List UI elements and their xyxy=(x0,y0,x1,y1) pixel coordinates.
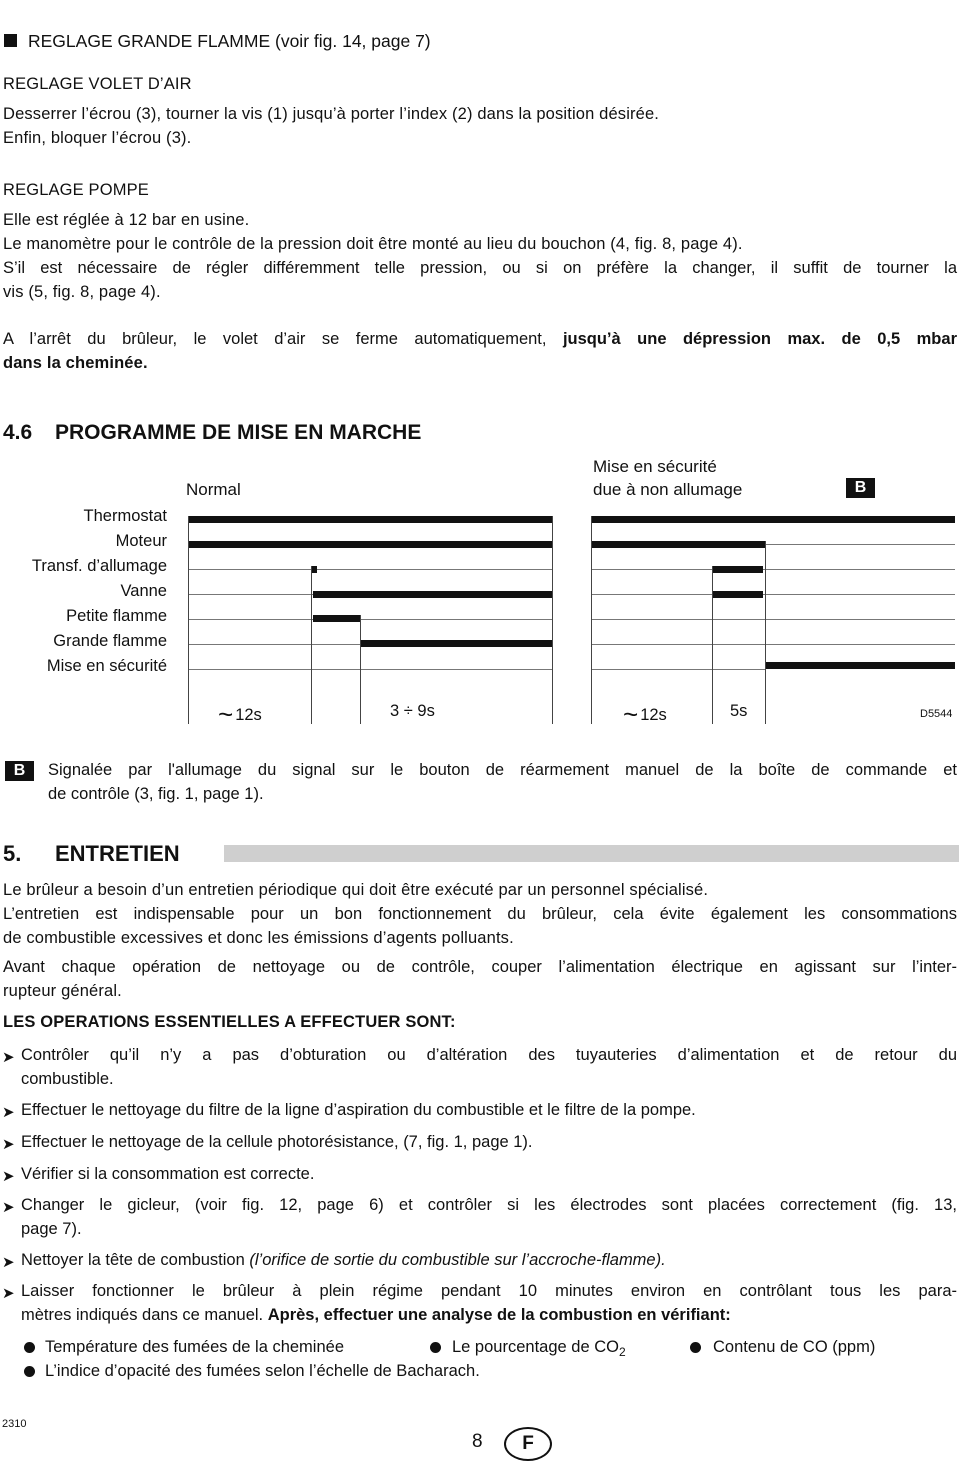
air-damper-text-line1: Desserrer l’écrou (3), tourner la vis (1) jusqu’à porter l’index (2) dans la position désirée. xyxy=(3,105,660,123)
operation-item-1-line2: combustible. xyxy=(21,1070,114,1088)
co2-text: Le pourcentage de CO xyxy=(452,1338,619,1356)
section-5-heading xyxy=(3,841,180,867)
duration-prepurge-fault xyxy=(623,699,667,730)
burner-stop-text-line2: dans la cheminée. xyxy=(3,354,148,372)
valve-baseline-fault xyxy=(591,594,955,595)
duration-safety-time: 5s xyxy=(730,702,748,720)
row-label-low-flame: Petite flamme xyxy=(66,607,167,625)
section-title-grande-flamme: REGLAGE GRANDE FLAMME (voir fig. 14, page 7) xyxy=(28,31,431,51)
arrow-bullet-icon: ➤ xyxy=(2,1285,15,1302)
pump-text-line3: S’il est nécessaire de régler différemment telle pression, ou si on préfère la changer, il suffit de tourner la xyxy=(3,259,957,277)
motor-bar-fault xyxy=(591,541,765,548)
dot-bullet-icon xyxy=(24,1342,35,1353)
duration-value: 12s xyxy=(235,706,262,724)
column-fault-label-line2: due à non allumage xyxy=(593,480,743,499)
high-flame-baseline-fault xyxy=(591,644,955,645)
time-marker-line xyxy=(765,541,766,724)
ignition-bar-fault xyxy=(712,566,763,573)
time-marker-line xyxy=(712,566,713,724)
time-marker-line xyxy=(591,516,592,724)
section-4-6-heading xyxy=(3,421,421,445)
pump-heading: REGLAGE POMPE xyxy=(3,181,149,199)
note-badge-b: B xyxy=(5,761,34,781)
column-fault-label-line1: Mise en sécurité xyxy=(593,457,717,476)
ignition-baseline-normal xyxy=(188,569,552,570)
maintenance-p2-line1: L’entretien est indispensable pour un bon fonctionnement du brûleur, cela évite également les consommations xyxy=(3,905,957,923)
operation-item-5-line1: Changer le gicleur, (voir fig. 12, page 6) et contrôler si les électrodes sont placées correctement (fig. 13, xyxy=(21,1196,957,1214)
time-marker-line xyxy=(552,516,553,724)
dot-bullet-icon xyxy=(690,1342,701,1353)
lockout-baseline-normal xyxy=(188,669,552,670)
time-marker-line xyxy=(360,615,361,724)
operation-item-2: Effectuer le nettoyage du filtre de la ligne d’aspiration du combustible et le filtre de la pompe. xyxy=(21,1101,696,1119)
section-title: PROGRAMME DE MISE EN MARCHE xyxy=(55,421,422,444)
pump-text-line2: Le manomètre pour le contrôle de la pression doit être monté au lieu du bouchon (4, fig. 8, page 4). xyxy=(3,235,743,253)
air-damper-heading: REGLAGE VOLET D’AIR xyxy=(3,75,192,93)
check-item-flue-temperature: Température des fumées de la cheminée xyxy=(45,1338,344,1356)
time-marker-line xyxy=(311,566,312,724)
air-damper-text-line2: Enfin, bloquer l’écrou (3). xyxy=(3,129,192,147)
maintenance-p3-line1: Avant chaque opération de nettoyage ou de contrôle, couper l’alimentation électrique en agissant sur l’inter- xyxy=(3,958,957,976)
thermostat-bar-normal xyxy=(188,516,552,523)
high-flame-bar-normal xyxy=(360,640,552,647)
operations-heading: LES OPERATIONS ESSENTIELLES A EFFECTUER SONT: xyxy=(3,1013,456,1031)
duration-ignition-delay: 3 ÷ 9s xyxy=(390,702,435,720)
approx-tilde: ~ xyxy=(218,699,234,729)
lockout-bar-fault xyxy=(765,662,955,669)
row-label-motor: Moteur xyxy=(115,532,167,550)
ignition-baseline-fault xyxy=(591,569,955,570)
section-number: 4.6 xyxy=(3,421,33,444)
operation-item-1-line1: Contrôler qu’il n’y a pas d’obturation ou d’altération des tuyauteries d’alimentation et de retour du xyxy=(21,1046,957,1064)
valve-bar-fault xyxy=(712,591,763,598)
badge-b: B xyxy=(846,478,875,498)
column-normal-label: Normal xyxy=(186,480,241,499)
section-number: 5. xyxy=(3,841,22,866)
motor-bar-normal xyxy=(188,541,552,548)
document-code: 2310 xyxy=(2,1418,27,1430)
burner-stop-bold: jusqu’à une dépression max. de 0,5 mbar xyxy=(562,330,957,348)
low-flame-bar-normal xyxy=(313,615,360,622)
section-title: ENTRETIEN xyxy=(55,841,180,866)
co2-subscript: 2 xyxy=(618,1345,626,1359)
section-bullet-square xyxy=(4,34,17,47)
duration-prepurge-normal xyxy=(218,699,262,730)
row-label-ignition-transformer: Transf. d’allumage xyxy=(31,557,167,575)
maintenance-p2-line2: de combustible excessives et donc les émissions d’agents polluants. xyxy=(3,929,514,947)
section-heading-rule xyxy=(224,845,959,862)
operation-item-4: Vérifier si la consommation est correcte. xyxy=(21,1165,315,1183)
check-item-co2 xyxy=(452,1338,626,1359)
maintenance-p3-line2: rupteur général. xyxy=(3,982,122,1000)
note-b-text-line1: Signalée par l'allumage du signal sur le bouton de réarmement manuel de la boîte de commande et xyxy=(48,761,957,779)
item-6-text: Nettoyer la tête de combustion xyxy=(21,1251,250,1269)
low-flame-baseline-normal xyxy=(188,619,552,620)
row-label-lockout: Mise en sécurité xyxy=(46,657,167,675)
burner-stop-text: A l’arrêt du brûleur, le volet d’air se ferme automatiquement, xyxy=(3,330,563,348)
dot-bullet-icon xyxy=(24,1366,35,1377)
item-7-bold: Après, effectuer une analyse de la combustion en vérifiant: xyxy=(267,1306,731,1324)
arrow-bullet-icon: ➤ xyxy=(2,1168,15,1185)
operation-item-6 xyxy=(21,1251,666,1270)
arrow-bullet-icon: ➤ xyxy=(2,1136,15,1153)
arrow-bullet-icon: ➤ xyxy=(2,1104,15,1121)
maintenance-p1: Le brûleur a besoin d’un entretien périodique qui doit être exécuté par un personnel spécialisé. xyxy=(3,881,709,899)
pump-text-line4: vis (5, fig. 8, page 4). xyxy=(3,283,161,301)
burner-stop-text-line1 xyxy=(3,330,957,349)
dot-bullet-icon xyxy=(430,1342,441,1353)
duration-value: 12s xyxy=(640,706,667,724)
valve-bar-normal xyxy=(313,591,552,598)
time-marker-line xyxy=(188,516,189,724)
row-label-high-flame: Grande flamme xyxy=(53,632,167,650)
item-6-italic: (l’orifice de sortie du combustible sur l’accroche-flamme). xyxy=(249,1251,666,1269)
item-7-text: mètres indiqués dans ce manuel. xyxy=(21,1306,268,1324)
operation-item-7-line2 xyxy=(21,1306,731,1325)
pump-text-line1: Elle est réglée à 12 bar en usine. xyxy=(3,211,250,229)
operation-item-3: Effectuer le nettoyage de la cellule photorésistance, (7, fig. 1, page 1). xyxy=(21,1133,533,1151)
row-label-thermostat: Thermostat xyxy=(83,507,167,525)
diagram-code: D5544 xyxy=(920,708,953,720)
row-label-valve: Vanne xyxy=(120,582,167,600)
thermostat-bar-fault xyxy=(591,516,955,523)
lockout-baseline-fault xyxy=(591,669,765,670)
approx-tilde: ~ xyxy=(623,699,639,729)
page-number: 8 xyxy=(472,1431,483,1452)
note-b-text-line2: de contrôle (3, fig. 1, page 1). xyxy=(48,785,264,803)
language-badge: F xyxy=(504,1427,552,1461)
operation-item-5-line2: page 7). xyxy=(21,1220,82,1238)
arrow-bullet-icon: ➤ xyxy=(2,1254,15,1271)
check-item-co: Contenu de CO (ppm) xyxy=(713,1338,876,1356)
arrow-bullet-icon: ➤ xyxy=(2,1199,15,1216)
operation-item-7-line1: Laisser fonctionner le brûleur à plein régime pendant 10 minutes environ en contrôlant tous les para- xyxy=(21,1282,957,1300)
arrow-bullet-icon: ➤ xyxy=(2,1049,15,1066)
motor-baseline-fault xyxy=(765,544,955,545)
check-item-bacharach: L’indice d’opacité des fumées selon l’échelle de Bacharach. xyxy=(45,1362,480,1380)
low-flame-baseline-fault xyxy=(591,619,955,620)
